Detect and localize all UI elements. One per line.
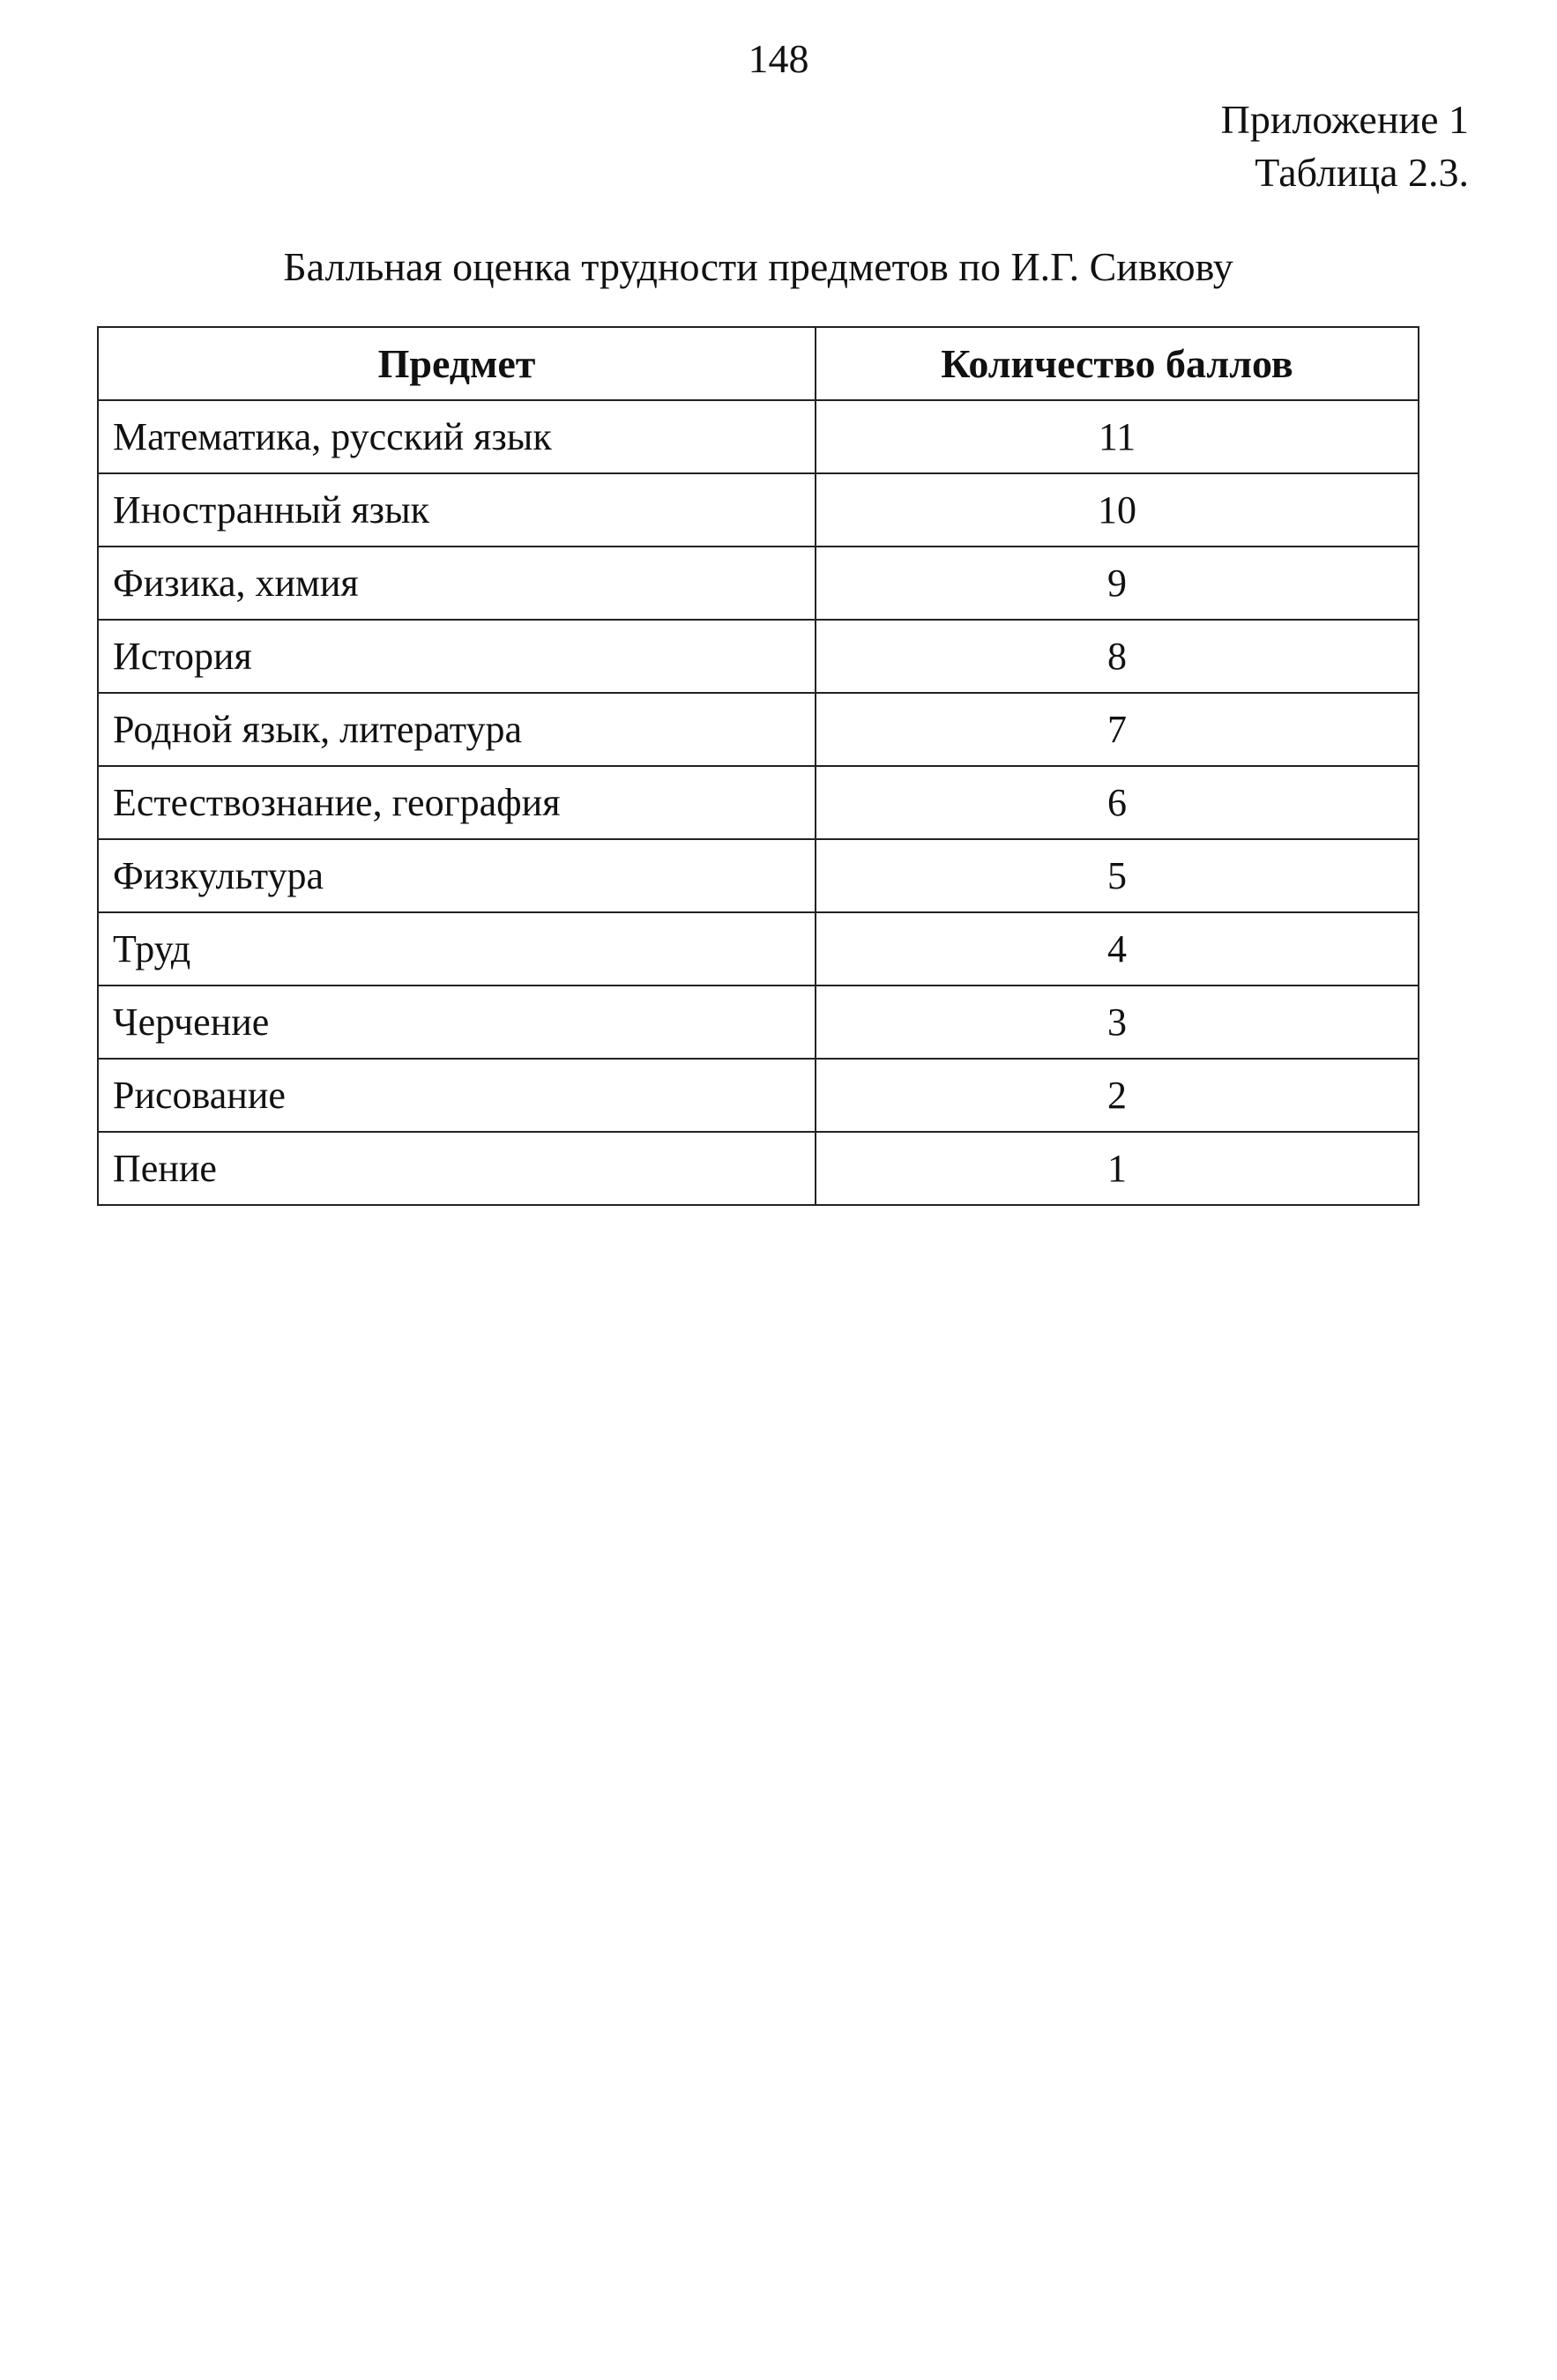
table-header-row: [98, 327, 1419, 400]
table-row: [98, 547, 1419, 620]
table-reference: Таблица 2.3.: [1255, 150, 1469, 195]
table-row: [98, 693, 1419, 766]
header-points: Количество баллов: [816, 327, 1419, 400]
appendix-header: [1221, 93, 1469, 199]
points-cell: 11: [816, 400, 1419, 473]
subject-cell: Труд: [98, 912, 816, 985]
subject-cell: Рисование: [98, 1059, 816, 1132]
table-row: [98, 400, 1419, 473]
subject-cell: Математика, русский язык: [98, 400, 816, 473]
points-cell: 6: [816, 766, 1419, 839]
subject-cell: Родной язык, литература: [98, 693, 816, 766]
table-caption: Балльная оценка трудности предметов по И.Г. Сивкову: [283, 244, 1233, 289]
points-cell: 10: [816, 473, 1419, 547]
points-cell: 2: [816, 1059, 1419, 1132]
points-cell: 4: [816, 912, 1419, 985]
page-number: 148: [748, 36, 809, 81]
table-row: [98, 766, 1419, 839]
points-cell: 9: [816, 547, 1419, 620]
table-row: [98, 620, 1419, 693]
table-row: [98, 1059, 1419, 1132]
points-cell: 7: [816, 693, 1419, 766]
subject-cell: Естествознание, география: [98, 766, 816, 839]
header-subject: Предмет: [98, 327, 816, 400]
appendix-label: Приложение 1: [1220, 97, 1469, 142]
subject-cell: Иностранный язык: [98, 473, 816, 547]
points-cell: 8: [816, 620, 1419, 693]
points-cell: 1: [816, 1132, 1419, 1205]
points-cell: 3: [816, 985, 1419, 1059]
subject-cell: Черчение: [98, 985, 816, 1059]
table-row: [98, 1132, 1419, 1205]
points-cell: 5: [816, 839, 1419, 912]
subject-cell: История: [98, 620, 816, 693]
subject-cell: Пение: [98, 1132, 816, 1205]
difficulty-table: [97, 326, 1419, 1206]
table-row: [98, 912, 1419, 985]
table-row: [98, 473, 1419, 547]
table-row: [98, 985, 1419, 1059]
subject-cell: Физика, химия: [98, 547, 816, 620]
subject-cell: Физкультура: [98, 839, 816, 912]
table-row: [98, 839, 1419, 912]
